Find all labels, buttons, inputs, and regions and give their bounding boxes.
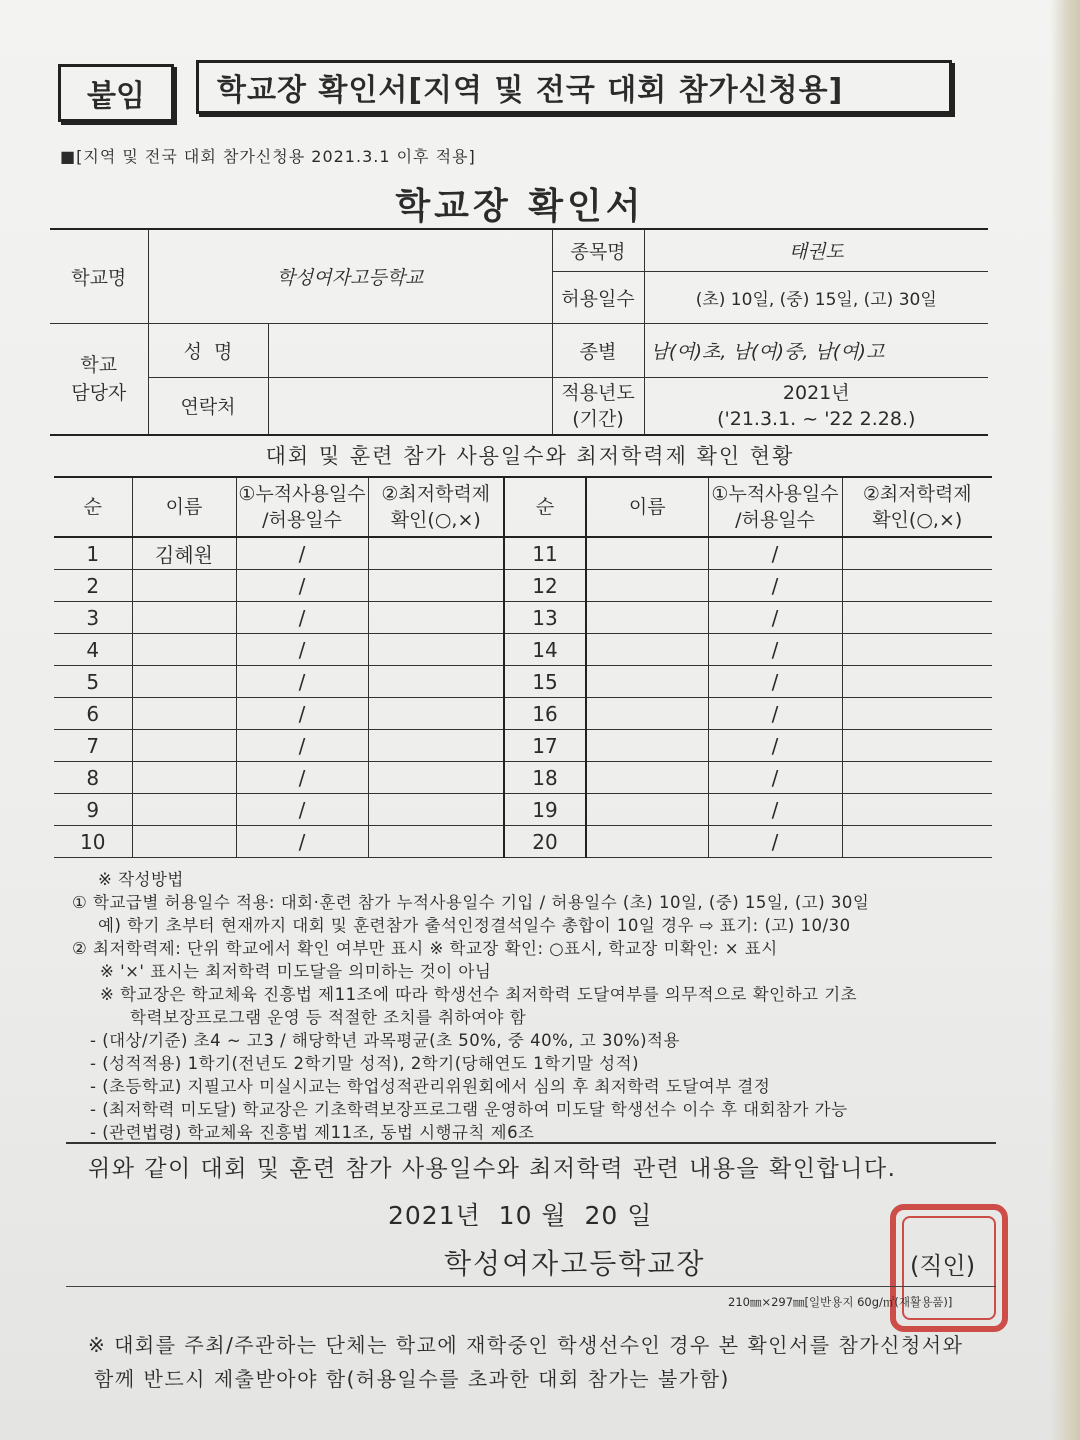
- info-table: [50, 228, 988, 436]
- allowed-days-value: (초) 10일, (중) 15일, (고) 30일: [644, 271, 988, 323]
- days-cell: /: [236, 537, 368, 570]
- row-number: 16: [504, 698, 586, 730]
- student-name: [132, 602, 236, 634]
- days-cell: /: [236, 826, 368, 858]
- days-cell: /: [708, 634, 842, 666]
- divider: [66, 1142, 996, 1144]
- table-row: [54, 634, 992, 666]
- days-cell: /: [236, 602, 368, 634]
- row-number: 11: [504, 537, 586, 570]
- table-row: [54, 666, 992, 698]
- page-title: 학교장 확인서: [395, 186, 645, 227]
- row-number: 2: [54, 570, 132, 602]
- instruction-line: - (관련법령) 학교체육 진흥법 제11조, 동법 시행규칙 제6조: [90, 1123, 535, 1142]
- days-cell: /: [236, 570, 368, 602]
- student-name: [586, 602, 708, 634]
- days-cell: /: [236, 698, 368, 730]
- category-label: 종별: [552, 323, 644, 377]
- student-name: [132, 762, 236, 794]
- academic-check-cell: [842, 537, 992, 570]
- instruction-line: 예) 학기 초부터 현재까지 대회 및 훈련참가 출석인정결석일수 총합이 10일 경우 ⇨ 표기: (고) 10/30: [98, 916, 851, 935]
- submission-note-line: 함께 반드시 제출받아야 함(허용일수를 초과한 대회 참가는 불가함): [94, 1367, 730, 1391]
- sport-value: 태권도: [644, 229, 988, 271]
- confirmation-statement: 위와 같이 대회 및 훈련 참가 사용일수와 최저학력 관련 내용을 확인합니다.: [88, 1156, 897, 1182]
- table-row: [54, 570, 992, 602]
- student-name: [132, 634, 236, 666]
- instructions-heading: ※ 작성방법: [98, 870, 184, 889]
- sport-label: 종목명: [552, 229, 644, 271]
- instruction-line: - (최저학력 미도달) 학교장은 기초학력보장프로그램 운영하여 미도달 학생선수 이수 후 대회참가 가능: [90, 1100, 848, 1119]
- seal-label: (직인): [910, 1252, 976, 1280]
- principal-name: 학성여자고등학교장: [444, 1247, 706, 1280]
- academic-check-cell: [368, 730, 504, 762]
- page-edge: [1050, 0, 1080, 1440]
- roster-section-title: 대회 및 훈련 참가 사용일수와 최저학력제 확인 현황: [265, 444, 795, 468]
- days-cell: /: [708, 666, 842, 698]
- days-cell: /: [708, 826, 842, 858]
- academic-check-cell: [368, 794, 504, 826]
- table-row: [54, 602, 992, 634]
- days-cell: /: [236, 794, 368, 826]
- academic-check-cell: [368, 537, 504, 570]
- header-name-left: 이름: [132, 477, 236, 537]
- row-number: 4: [54, 634, 132, 666]
- student-name: [586, 666, 708, 698]
- student-name: [132, 666, 236, 698]
- document-header-title: 학교장 확인서[지역 및 전국 대회 참가신청용]: [196, 60, 952, 114]
- days-cell: /: [708, 794, 842, 826]
- row-number: 18: [504, 762, 586, 794]
- academic-check-cell: [368, 698, 504, 730]
- table-row: [54, 698, 992, 730]
- table-row: [54, 794, 992, 826]
- manager-contact-label: 연락처: [148, 377, 268, 435]
- student-name: [586, 570, 708, 602]
- row-number: 13: [504, 602, 586, 634]
- signature-date: 2021년 10 월 20 일: [388, 1201, 653, 1230]
- divider: [66, 1286, 996, 1287]
- roster-table: [54, 476, 992, 858]
- instruction-line: - (성적적용) 1학기(전년도 2학기말 성적), 2학기(당해연도 1학기말 성적): [90, 1054, 640, 1073]
- instruction-line: ※ 학교장은 학교체육 진흥법 제11조에 따라 학생선수 최저학력 도달여부를 의무적으로 확인하고 기초: [100, 985, 858, 1004]
- student-name: [132, 698, 236, 730]
- student-name: [132, 826, 236, 858]
- academic-check-cell: [368, 826, 504, 858]
- row-number: 17: [504, 730, 586, 762]
- days-cell: /: [708, 698, 842, 730]
- manager-label: 학교 담당자: [50, 323, 148, 435]
- academic-check-cell: [842, 634, 992, 666]
- academic-check-cell: [842, 762, 992, 794]
- row-number: 9: [54, 794, 132, 826]
- days-cell: /: [708, 570, 842, 602]
- instruction-line: ② 최저학력제: 단위 학교에서 확인 여부만 표시 ※ 학교장 확인: ○표시, 학교장 미확인: × 표시: [72, 939, 778, 958]
- student-name: [586, 826, 708, 858]
- paper-spec: 210㎜×297㎜[일반용지 60g/㎡(재활용품)]: [728, 1295, 953, 1309]
- student-name: [586, 537, 708, 570]
- row-number: 7: [54, 730, 132, 762]
- instruction-line: ① 학교급별 허용일수 적용: 대회·훈련 참가 누적사용일수 기입 / 허용일수 (초) 10일, (중) 15일, (고) 30일: [72, 893, 870, 912]
- days-cell: /: [236, 634, 368, 666]
- row-number: 3: [54, 602, 132, 634]
- header-days-right: ①누적사용일수 /허용일수: [708, 477, 842, 537]
- row-number: 5: [54, 666, 132, 698]
- school-name-label: 학교명: [50, 229, 148, 323]
- student-name: [586, 794, 708, 826]
- academic-check-cell: [368, 666, 504, 698]
- attachment-label: 붙임: [58, 64, 174, 122]
- instruction-line: - (초등학교) 지필고사 미실시교는 학업성적관리위원회에서 심의 후 최저학력 도달여부 결정: [90, 1077, 771, 1096]
- table-row: [54, 762, 992, 794]
- manager-name-label: 성 명: [148, 323, 268, 377]
- row-number: 12: [504, 570, 586, 602]
- academic-check-cell: [842, 826, 992, 858]
- header-days-left: ①누적사용일수 /허용일수: [236, 477, 368, 537]
- submission-note-line: ※ 대회를 주최/주관하는 단체는 학교에 재학중인 학생선수인 경우 본 확인서를 참가신청서와: [88, 1333, 964, 1357]
- academic-check-cell: [842, 698, 992, 730]
- header-no-left: 순: [54, 477, 132, 537]
- period-value: 2021년 ('21.3.1. ~ '22 2.28.): [644, 377, 988, 435]
- table-row: [54, 537, 992, 570]
- header-name-right: 이름: [586, 477, 708, 537]
- days-cell: /: [708, 602, 842, 634]
- table-row: [54, 730, 992, 762]
- student-name: [586, 698, 708, 730]
- instructions: [72, 868, 1002, 1144]
- days-cell: /: [236, 762, 368, 794]
- student-name: [132, 794, 236, 826]
- submission-note: [88, 1328, 963, 1396]
- days-cell: /: [236, 666, 368, 698]
- academic-check-cell: [842, 602, 992, 634]
- row-number: 1: [54, 537, 132, 570]
- row-number: 8: [54, 762, 132, 794]
- header-no-right: 순: [504, 477, 586, 537]
- period-label: 적용년도 (기간): [552, 377, 644, 435]
- category-value: 남(여)초, 남(여)중, 남(여)고: [644, 323, 988, 377]
- academic-check-cell: [842, 666, 992, 698]
- header-academic-right: ②최저학력제 확인(○,×): [842, 477, 992, 537]
- days-cell: /: [708, 537, 842, 570]
- days-cell: /: [236, 730, 368, 762]
- manager-name-value: [268, 323, 552, 377]
- academic-check-cell: [842, 570, 992, 602]
- student-name: [586, 634, 708, 666]
- school-name-value: 학성여자고등학교: [148, 229, 552, 323]
- applicability-note: ■[지역 및 전국 대회 참가신청용 2021.3.1 이후 적용]: [60, 147, 476, 166]
- instruction-line: ※ '×' 표시는 최저학력 미도달을 의미하는 것이 아님: [100, 962, 492, 981]
- row-number: 6: [54, 698, 132, 730]
- row-number: 20: [504, 826, 586, 858]
- header-academic-left: ②최저학력제 확인(○,×): [368, 477, 504, 537]
- row-number: 15: [504, 666, 586, 698]
- row-number: 10: [54, 826, 132, 858]
- academic-check-cell: [368, 762, 504, 794]
- row-number: 14: [504, 634, 586, 666]
- academic-check-cell: [368, 634, 504, 666]
- allowed-days-label: 허용일수: [552, 271, 644, 323]
- student-name: [132, 730, 236, 762]
- student-name: [586, 762, 708, 794]
- student-name: 김혜원: [132, 537, 236, 570]
- student-name: [132, 570, 236, 602]
- instruction-line: 학력보장프로그램 운영 등 적절한 조치를 취하여야 함: [130, 1008, 527, 1027]
- academic-check-cell: [368, 602, 504, 634]
- academic-check-cell: [842, 794, 992, 826]
- days-cell: /: [708, 730, 842, 762]
- table-row: [54, 826, 992, 858]
- academic-check-cell: [842, 730, 992, 762]
- row-number: 19: [504, 794, 586, 826]
- days-cell: /: [708, 762, 842, 794]
- academic-check-cell: [368, 570, 504, 602]
- instruction-line: - (대상/기준) 초4 ~ 고3 / 해당학년 과목평균(초 50%, 중 40%, 고 30%)적용: [90, 1031, 680, 1050]
- manager-contact-value: [268, 377, 552, 435]
- student-name: [586, 730, 708, 762]
